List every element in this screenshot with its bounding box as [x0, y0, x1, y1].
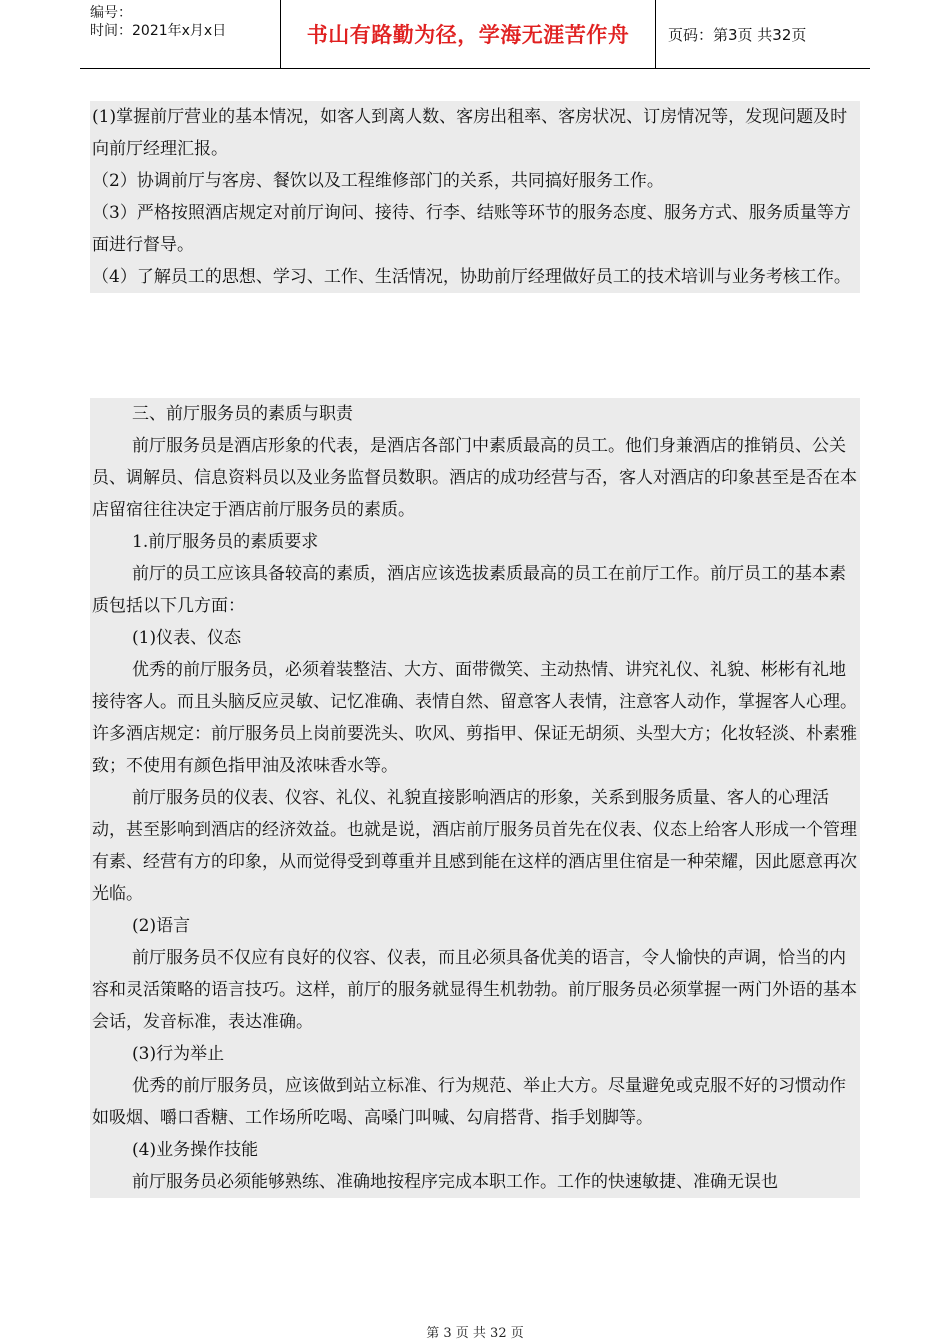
page-header — [80, 0, 870, 69]
subsection-heading: 1.前厅服务员的素质要求 — [132, 532, 319, 552]
section-heading: 三、前厅服务员的素质与职责 — [132, 404, 353, 424]
duty-item: （4）了解员工的思想、学习、工作、生活情况，协助前厅经理做好员工的技术培训与业务考核工作。 — [92, 267, 851, 287]
body-paragraph: 优秀的前厅服务员，应该做到站立标准、行为规范、举止大方。尽量避免或克服不好的习惯动作如吸烟、嚼口香糖、工作场所吃喝、高嗓门叫喊、勾肩搭背、指手划脚等。 — [92, 1076, 846, 1128]
header-motto: 书山有路勤为径，学海无涯苦作舟 — [306, 22, 630, 47]
body-paragraph: 前厅服务员是酒店形象的代表，是酒店各部门中素质最高的员工。他们身兼酒店的推销员、公关员、调解员、信息资料员以及业务监督员数职。酒店的成功经营与否，客人对酒店的印象甚至是否在本店留宿往往决定于酒店前厅服务员的素质。 — [92, 436, 857, 520]
document-number-label: 编号： — [90, 5, 132, 21]
document-time-label: 时间：2021年x月x日 — [90, 23, 227, 39]
body-paragraph: 前厅服务员必须能够熟练、准确地按程序完成本职工作。工作的快速敏捷、准确无误也 — [132, 1172, 778, 1192]
subsection-heading: (2)语言 — [132, 916, 191, 936]
body-paragraph: 优秀的前厅服务员，必须着装整洁、大方、面带微笑、主动热情、讲究礼仪、礼貌、彬彬有礼地接待客人。而且头脑反应灵敏、记忆准确、表情自然、留意客人表情，注意客人动作，掌握客人心理。许多酒店规定：前厅服务员上岗前要洗头、吹风、剪指甲、保证无胡须、头型大方；化妆轻淡、朴素雅致；不使用有颜色指甲油及浓味香水等。 — [92, 660, 857, 776]
header-page-info: 页码：第3页 共32页 — [668, 25, 807, 44]
body-paragraph: 前厅的员工应该具备较高的素质，酒店应该选拔素质最高的员工在前厅工作。前厅员工的基本素质包括以下几方面： — [92, 564, 846, 616]
duties-list-block — [90, 101, 860, 293]
duty-item: （2）协调前厅与客房、餐饮以及工程维修部门的关系，共同搞好服务工作。 — [92, 171, 664, 191]
subsection-heading: (3)行为举止 — [132, 1044, 225, 1064]
header-divider — [655, 0, 656, 68]
header-meta — [80, 0, 290, 72]
qualities-section-block — [90, 398, 860, 1198]
body-paragraph: 前厅服务员的仪表、仪容、礼仪、礼貌直接影响酒店的形象，关系到服务质量、客人的心理活动，甚至影响到酒店的经济效益。也就是说，酒店前厅服务员首先在仪表、仪态上给客人形成一个管理有素、经营有方的印象，从而觉得受到尊重并且感到能在这样的酒店里住宿是一种荣耀，因此愿意再次光临。 — [92, 788, 857, 904]
page-footer: 第 3 页 共 32 页 — [426, 1326, 524, 1341]
subsection-heading: (1)仪表、仪态 — [132, 628, 242, 648]
duty-item: (1)掌握前厅营业的基本情况，如客人到离人数、客房出租率、客房状况、订房情况等，发现问题及时向前厅经理汇报。 — [92, 107, 848, 159]
duty-item: （3）严格按照酒店规定对前厅询问、接待、行李、结账等环节的服务态度、服务方式、服务质量等方面进行督导。 — [92, 203, 851, 255]
body-paragraph: 前厅服务员不仅应有良好的仪容、仪表，而且必须具备优美的语言，令人愉快的声调，恰当的内容和灵活策略的语言技巧。这样，前厅的服务就显得生机勃勃。前厅服务员必须掌握一两门外语的基本会话，发音标准，表达准确。 — [92, 948, 857, 1032]
subsection-heading: (4)业务操作技能 — [132, 1140, 259, 1160]
